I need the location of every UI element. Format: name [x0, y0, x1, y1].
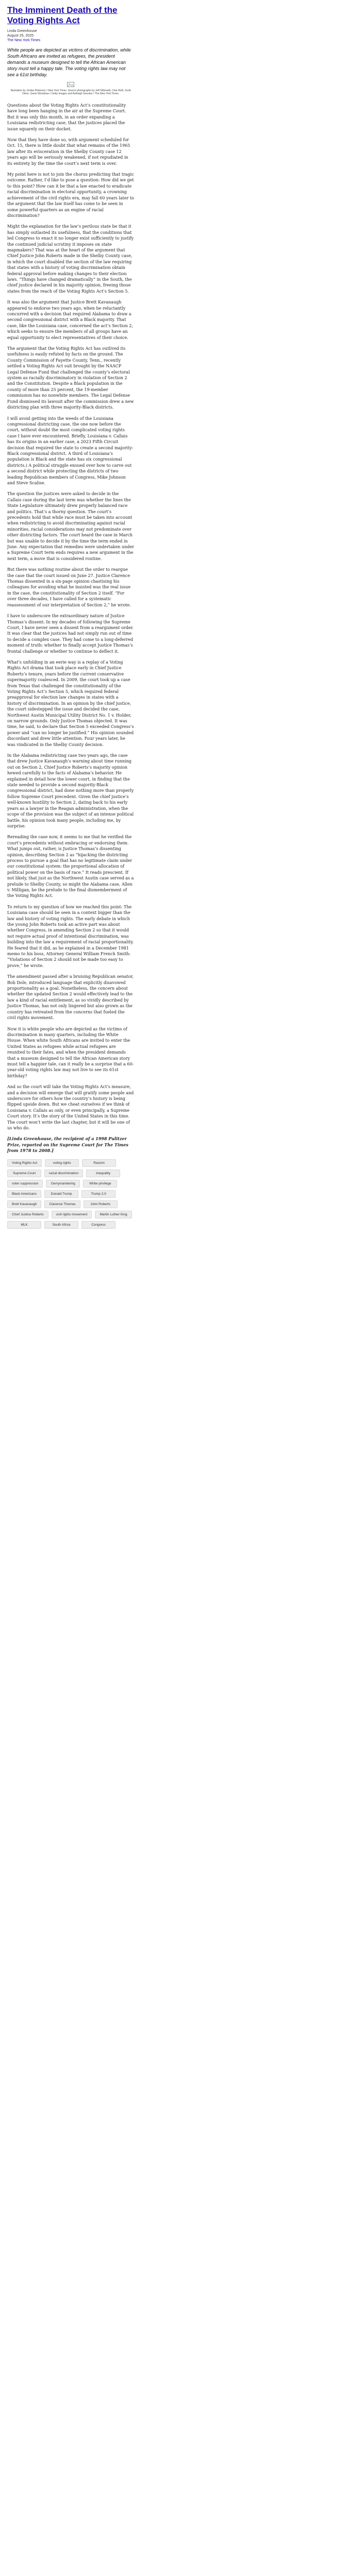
article-title[interactable]: The Imminent Death of the Voting Rights Act [7, 5, 118, 25]
tag[interactable]: Supreme Court [7, 1170, 41, 1177]
tag[interactable]: South Africa [44, 1221, 78, 1229]
paragraph: And so the court will take the Voting Rights Act’s measure, and a decision will emerge that will gratify some people and underscore for others how the country’s history is being flipped upside down. But we cheat ourselves if we think of Louisiana v. Callais as only, or even principally, a Supreme Court story. It’s the story of the United States in this time. The court won’t write the last chapter, but it will be one of us who do. [7, 1084, 134, 1130]
tag[interactable]: MLK [7, 1221, 41, 1229]
tag[interactable]: Gerrymandering [46, 1180, 80, 1188]
paragraph: My point here is not to join the chorus predicting that tragic outcome. Rather, I’d like to pose a question: How did we get to this point? How can it be that a law enacted to eradicate racial discrimination in electoral opportunity, a crowning achievement of the civil rights era, may fall 60 years later to the argument that the law itself has come to be seen in some powerful quarters as an engine of racial discrimination? [7, 172, 134, 218]
broken-image-icon [67, 82, 74, 87]
tag[interactable]: racial discrimination [44, 1170, 83, 1177]
article-dek: White people are depicted as victims of discrimination, while South Africans are invited as refugees, the president demands a museum designed to tell the African American story must tell a happy tale. The voting rights law may not see a 61st birthday. [7, 47, 131, 77]
tag[interactable]: Brett Kavanaugh [7, 1200, 41, 1208]
article [7, 5, 134, 1229]
article-body [7, 103, 134, 1154]
tag[interactable]: Chief Justice Roberts [7, 1211, 48, 1218]
image-caption: Illustration by Jordan Robinson / New York Times. Source photographs by Jeff Gilbreath, Clair Roth, Scott Olson, Gavin Woodman / Getty Images and Ashleigh Snooker / The New York Times. [10, 89, 131, 95]
tag[interactable]: John Roberts [84, 1200, 118, 1208]
publish-date: August 25, 2025 [7, 34, 34, 38]
tag[interactable]: voter suppression [7, 1180, 43, 1188]
tag[interactable]: Martin Luther King [95, 1211, 132, 1218]
byline [7, 29, 134, 43]
tag[interactable]: Clarence Thomas [44, 1200, 80, 1208]
tag[interactable]: Voting Rights Act [7, 1159, 42, 1167]
author-bio [7, 1136, 134, 1154]
tag[interactable]: Inequality [86, 1170, 120, 1177]
paragraph: The argument that the Voting Rights Act has outlived its usefulness is easily refuted by facts on the ground. The County Commission of Fayette County, Tenn., recently settled a Voting Rights Act suit brought by the NAACP Legal Defense Fund that challenged the county’s electoral system as racially discriminatory in violation of Section 2 and the Constitution. Despite a Black population in the county of more than 25 percent, the 19-member commission has no nonwhite members. The Legal Defense Fund dismissed its lawsuit after the commission drew a new districting plan with three majority-Black districts. [7, 346, 134, 410]
paragraph: Questions about the Voting Rights Act’s constitutionality have long been hanging in the air at the Supreme Court. But it was only this month, in an order expanding a Louisiana redistricting case, that the justices placed the issue squarely on their docket. [7, 103, 126, 131]
paragraph: It was also the argument that Justice Brett Kavanaugh appeared to endorse two years ago, when he reluctantly concurred with a decision that required Alabama to draw a second congressional district with a Black majority. That case, like the Louisiana case, concerned the act’s Section 2, which seeks to ensure the members of all groups have an equal opportunity to elect representatives of their choice. [7, 300, 133, 340]
tag[interactable]: Donald Trump [44, 1190, 78, 1198]
paragraph: Might the explanation for the law’s perilous state be that it has simply outlasted its usefulness, that the conditions that led Congress to enact it no longer exist sufficiently to justify the continued judicial scrutiny it imposes on state mapmakers? That was at the heart of the argument that Chief Justice John Roberts made in the Shelby County case, in which the court disabled the section of the law requiring that states with a history of voting discrimination obtain federal approval before making changes to their election laws. “Things have changed dramatically” in the South, the chief justice declared in his majority opinion, freeing those states from the reach of the Voting Rights Act’s Section 5. [7, 224, 134, 294]
tag[interactable]: voting rights [45, 1159, 79, 1167]
tag[interactable]: Racism [82, 1159, 116, 1167]
tag[interactable]: civil rights movement [52, 1211, 92, 1218]
article-image [7, 81, 134, 88]
source-link[interactable]: The New York Times [7, 39, 41, 42]
tag[interactable]: Trump 2.0 [81, 1190, 116, 1198]
paragraph: But there was nothing routine about the order to reargue the case that the court issued on June 27. Justice Clarence Thomas dissented in a six-page opinion chastising his colleagues for avoiding what he insisted was the real issue in the case, the constitutionality of Section 2 itself. “For over three decades, I have called for a systematic reassessment of our interpretation of Section 2,” he wrote. [7, 567, 131, 607]
tag-list [7, 1159, 134, 1229]
paragraph: The question the justices were asked to decide in the Callais case during the last term was whether the lines the State Legislature ultimately drew properly balanced race and politics. That’s a thorny question. The court’s precedents hold that while race must be taken into account when redistricting to avoid discriminating against racial minorities, racial considerations may not predominate over other districting factors. The court heard the case in March but was unable to decide it by the time the term ended in June. Any expectation that remedies were undertaken under a Supreme Court term ends requires a new argument in the next term, a move that is considered routine. [7, 492, 134, 561]
author-bio-text: [Linda Greenhouse, the recipient of a 1998 Pulitzer Prize, reported on the Supreme Court for The Times from 1978 to 2008.] [7, 1136, 128, 1154]
paragraph: Rereading the case now, it seems to me that he verified the court’s precedents without embracing or endorsing them. What jumps out, rather, is Justice Thomas’s dissenting opinion, describing Section 2 as “hijacking the districting process to pursue a goal that has no legitimate claim under our constitutional system: the proportional allocation of political power on the basis of race.” It reads prescient. If not likely, that just as the Northwest Austin case served as a prelude to Shelby County, so might the Alabama case, Allen v. Milligan, be the prelude to the final dismemberment of the Voting Rights Act. [7, 835, 134, 899]
paragraph: To return to my question of how we reached this point: The Louisiana case should be seen in a context bigger than the law and history of voting rights. The early debate in which the young John Roberts took an active part was about whether Congress, in amending Section 2 so that it would not require actual proof of intentional discrimination, was building into the law a requirement of racial proportionality. He feared that it did, as he explained in a December 1981 memo to his boss, Attorney General William French Smith: “Violations of Section 2 should not be made too easy to prove,” he wrote. [7, 904, 134, 968]
tag[interactable]: White privilege [83, 1180, 117, 1188]
paragraph: Now that they have done so, with argument scheduled for Oct. 15, there is little doubt that what remains of the 1965 law after its evisceration in the Shelby County case 12 years ago will be seriously weakened, if not repudiated in its entirety by the time the court’s next term is over. [7, 138, 130, 166]
author: Linda Greenhouse [7, 29, 37, 33]
paragraph: Now it is white people who are depicted as the victims of discrimination in many quarters, including the White House. When white South Africans are invited to enter the United States as refugees while actual refugees are reunited to their fates, and when the president demands that a museum designed to tell the African American story must tell a happier tale, can it really be a surprise that a 60-year-old voting rights law may not live to see its 61st birthday? [7, 1026, 134, 1078]
paragraph: What’s unfolding in an eerie way is a replay of a Voting Rights Act drama that took place early in Chief Justice Roberts’s tenure, years before the current conservative supermajority coalesced. In 2009, the court took up a case from Texas that challenged the constitutionality of the Voting Rights Act’s Section 5, which required federal preapproval for election law changes in states with a history of discrimination. In an opinion by the chief justice, the court sidestepped the issue and decided the case, Northwest Austin Municipal Utility District No. 1 v. Holder, on narrow grounds. Only Justice Thomas objected. It was time, he said, to declare that Section 5 exceeded Congress’s power and “can no longer be justified.” His opinion sounded discordant and drew little attention. Four years later, he was vindicated in the Shelby County decision. [7, 659, 134, 747]
paragraph: I have to underscore the extraordinary nature of Justice Thomas’s dissent: In my decades of following the Supreme Court, I have never seen a dissent from a reargument order. It was clear that the justices had not simply run out of time to decide a complex case. They had come to a long-deferred moment of truth: whether to finally accept Justice Thomas’s frontal challenge or whether to continue to deflect it. [7, 614, 134, 654]
paragraph: In the Alabama redistricting case two years ago, the case that drew Justice Kavanaugh’s warning about time running out on Section 2, Chief Justice Roberts’s majority opinion hewed carefully to the facts of Alabama’s behavior. He explained in detail how the lower court, in finding that the state needed to provide a second majority-Black congressional district, had done nothing more than properly follow Supreme Court precedent. Given the chief justice’s well-known hostility to Section 2, dating back to his early years as a lawyer in the Reagan administration, when the scope of the provision was the subject of an intense political battle, his opinion took many people, including me, by surprise. [7, 753, 134, 828]
tag[interactable]: Black Americans [7, 1190, 41, 1198]
paragraph: I will avoid getting into the weeds of the Louisiana congressional districting case, the one now before the court, without doubt the most complicated voting rights case I have ever encountered. Briefly, Louisiana v. Callais has its origins in an earlier case, a 2023 Fifth Circuit decision that required the state to create a second majority-Black congressional district. A third of Louisiana’s population is Black and the state has six congressional districts.) A political struggle ensued over how to carve out a second district while protecting the districts of two leading Republican members of Congress, Mike Johnson and Steve Scalise. [7, 416, 134, 485]
tag[interactable]: Congress [81, 1221, 116, 1229]
paragraph: The amendment passed after a bruising Republican senator, Bob Dole, introduced language that explicitly disavowed proportionality as a goal. Nonetheless, the concern about whether the updated Section 2 would effectively lead to the law a kind of racial entitlement, as so vividly described by Justice Thomas, has not only lingered but also grown as the country has retreated from the concerns that fueled the civil rights movement. [7, 974, 134, 1021]
